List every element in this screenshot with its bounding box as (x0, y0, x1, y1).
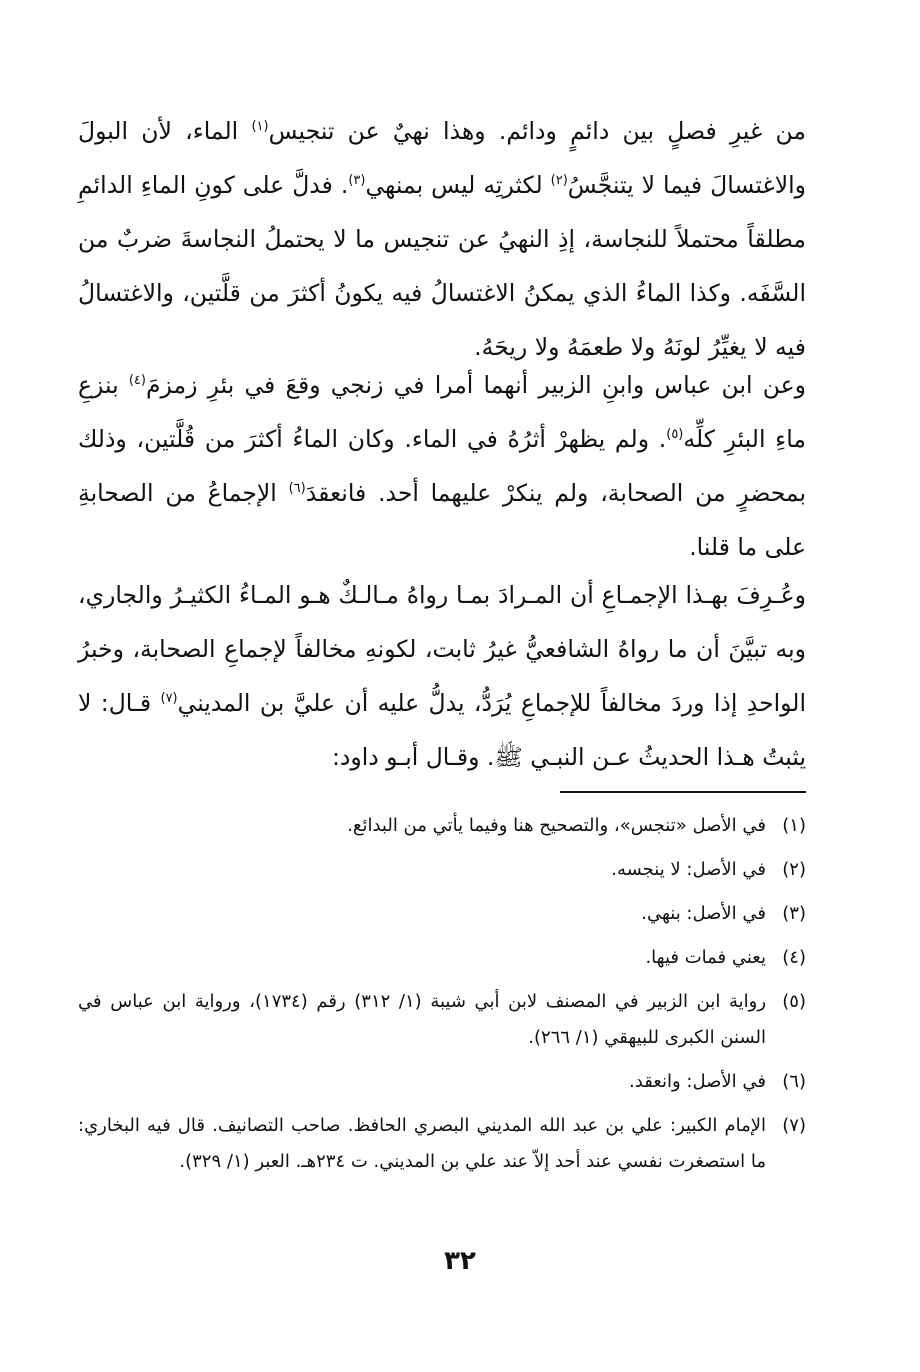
paragraph-2-segment: الإجماعُ من الصحابةِ على ما قلنا. (78, 479, 806, 561)
paragraph-3-text (78, 568, 806, 784)
paragraph-1 (78, 104, 806, 374)
footnote-ref-2: (٢) (550, 173, 568, 189)
footnote-number: (٧) (782, 1115, 806, 1136)
paragraph-1-segment: لكثرتِه ليس بمنهي (365, 171, 551, 199)
footnote-number: (٦) (782, 1071, 806, 1092)
footnote-4 (78, 940, 806, 976)
footnote-ref-3: (٣) (348, 173, 366, 189)
footnote-text: الإمام الكبير: علي بن عبد الله المديني البصري الحافظ. صاحب التصانيف. قال فيه البخاري: ما استصغرت نفسي عند أحد إلاّ عند علي بن المديني. ت ٢٣٤هـ. العبر (١/ ٣٢٩). (78, 1115, 766, 1172)
paragraph-2 (78, 358, 806, 574)
footnote-1 (78, 808, 806, 844)
footnote-text: في الأصل: بنهي. (641, 903, 766, 924)
footnote-number: (١) (782, 815, 806, 836)
paragraph-1-segment: من غيرِ فصلٍ بين دائمٍ ودائم. وهذا نهيٌ عن تنجيس (268, 117, 806, 145)
footnote-3 (78, 896, 806, 932)
footnote-number: (٢) (782, 859, 806, 880)
footnote-text: في الأصل: لا ينجسه. (611, 859, 766, 880)
footnotes-list (78, 808, 806, 1188)
footnote-5 (78, 984, 806, 1056)
paragraph-2-segment: . ولم يظهرْ أثرُهُ في الماء. وكان الماءُ أكثرَ من قُلَّتين، وذلك بمحضرٍ من الصحابة، ولم ينكرْ عليهما أحد. فانعقدَ (78, 425, 806, 507)
paragraph-2-text (78, 358, 806, 574)
footnote-ref-5: (٥) (666, 427, 684, 443)
footnote-ref-4: (٤) (128, 373, 146, 389)
footnote-number: (٣) (782, 903, 806, 924)
paragraph-2-segment: بنزعِ ماءِ البئرِ كلِّه (78, 371, 806, 453)
paragraph-1-segment: . فدلَّ على كونِ الماءِ الدائمِ مطلقاً محتملاً للنجاسة، إذِ النهيُ عن تنجيس ما لا يحتملُ النجاسةَ ضربٌ من السَّفَه. وكذا الماءُ الذي يمكنُ الاغتسالُ فيه يكونُ أكثرَ من قلَّتين، والاغتسالُ فيه لا يغيِّرُ لونَهُ ولا طعمَهُ ولا ريحَهُ. (78, 171, 806, 361)
footnote-separator (560, 791, 806, 793)
footnote-6 (78, 1064, 806, 1100)
footnote-text: يعني فمات فيها. (645, 947, 766, 968)
footnote-2 (78, 852, 806, 888)
page-number: ٣٢ (444, 1246, 476, 1276)
paragraph-3-segment: وعُـرِفَ بهـذا الإجمـاعِ أن المـرادَ بمـا رواهُ مـالـكٌ هـو المـاءُ الكثيـرُ والجاري، وبه تبيَّنَ أن ما رواهُ الشافعيُّ غيرُ ثابت، لكونهِ مخالفاً لإجماعِ الصحابة، وخبرُ الواحدِ إذا وردَ مخالفاً للإجماعِ يُرَدُّ، يدلُّ عليه أن عليَّ بن المديني (78, 581, 806, 717)
footnote-ref-7: (٧) (160, 691, 178, 707)
footnote-ref-1: (١) (251, 119, 269, 135)
footnote-text: رواية ابن الزبير في المصنف لابن أبي شيبة (١/ ٣١٢) رقم (١٧٣٤)، ورواية ابن عباس في السنن الكبرى للبيهقي (١/ ٢٦٦). (78, 991, 767, 1048)
footnote-7 (78, 1108, 806, 1180)
footnote-ref-6: (٦) (288, 481, 306, 497)
footnote-number: (٤) (782, 947, 806, 968)
footnote-text: في الأصل: وانعقد. (629, 1071, 766, 1092)
paragraph-3 (78, 568, 806, 784)
paragraph-2-segment: وعن ابن عباس وابنِ الزبير أنهما أمرا في زنجي وقعَ في بئرِ زمزمَ (145, 371, 806, 399)
paragraph-3-segment: قـال: لا يثبتُ هـذا الحديثُ عـن النبـي ﷺ. وقـال أبـو داود: (78, 689, 806, 771)
footnote-number: (٥) (782, 991, 806, 1012)
paragraph-1-text (78, 104, 806, 374)
footnote-text: في الأصل «تنجس»، والتصحيح هنا وفيما يأتي من البدائع. (347, 815, 766, 836)
paragraph-1-segment: الماء، لأن البولَ والاغتسالَ فيما لا يتنجَّسُ (78, 117, 806, 199)
